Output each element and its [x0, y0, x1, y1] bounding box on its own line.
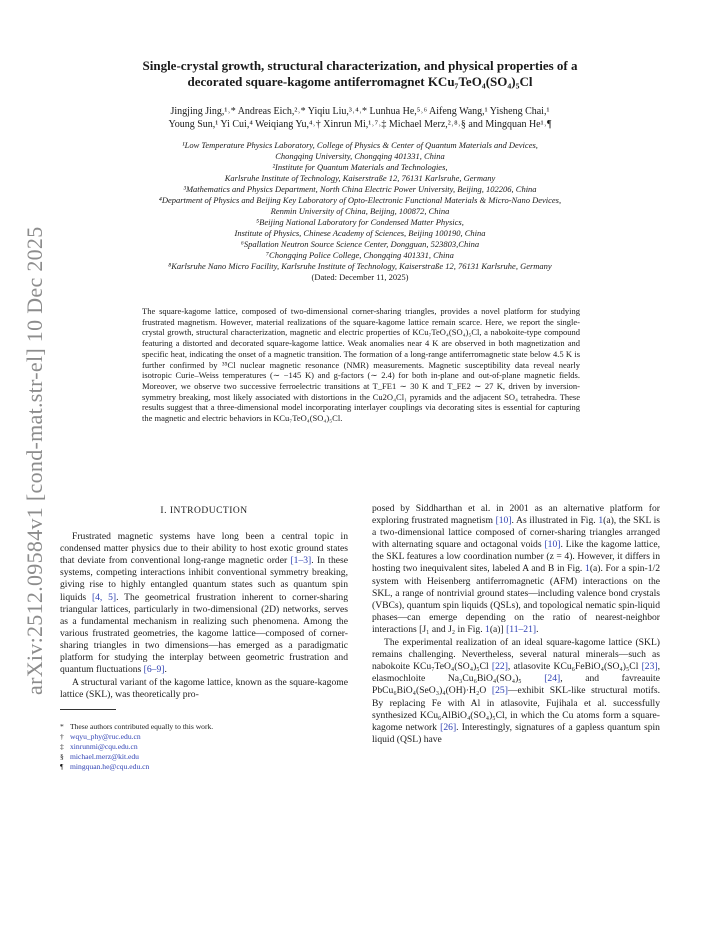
citation-link[interactable]: [23] [641, 661, 658, 673]
footnote-mark: ¶ [60, 762, 64, 772]
affiliations [60, 140, 660, 283]
figure-link[interactable]: 1 [598, 515, 604, 527]
footnotes [60, 722, 348, 772]
citation-link[interactable]: [10] [495, 515, 512, 527]
citation-link[interactable]: [22] [491, 661, 508, 673]
affiliation-line: ³Mathematics and Physics Department, North China Electric Power University, Beijing, 102206, China [183, 184, 537, 194]
abstract: The square-kagome lattice, composed of two-dimensional corner-sharing triangles, provides a novel platform for studying frustrated magnetism. However, material realizations of the square-kagome lattice remain scarce. Here, we report the single-crystal growth, structural characterization, magnetic and electric properties of KCu₇TeO₄(SO₄)₅Cl, a nabokoite-type compound featuring a distorted and decorated square-kagome lattice. Weak anomalies near 4 K are observed in both magnetization and specific heat, indicating the onset of a magnetic transition. The formation of a long-range antiferromagnetic state below 4.5 K is further confirmed by ³⁵Cl nuclear magnetic resonance (NMR) measurements. Magnetic susceptibility data reveal nearly isotropic Curie–Weiss temperatures (∼ −145 K) and g-factors (∼ 2.4) for both in-plane and out-of-plane magnetic fields. Moreover, we observe two successive ferroelectric transitions at T_FE1 ∼ 30 K and T_FE2 ∼ 27 K, driven by inversion-symmetry breaking, most likely associated with distortions in the Cu2O₄Cl₁ pyramids and the adjacent SO₄ tetrahedra. These results suggest that a three-dimensional model incorporating interlayer couplings via decorating sites is essential for capturing the magnetic and electric behaviors in KCu₇TeO₄(SO₄)₅Cl. [142, 306, 580, 424]
title-line-1: Single-crystal growth, structural characterization, and physical properties of a [142, 58, 578, 73]
figure-link[interactable]: 1 [485, 623, 490, 635]
paper-title [80, 58, 640, 90]
citation-link[interactable]: [25] [491, 685, 508, 697]
right-column [372, 503, 660, 747]
intro-paragraph-4 [372, 637, 660, 746]
citation-link[interactable]: [10] [544, 539, 561, 551]
footnote-mark: † [60, 732, 64, 742]
footnote [60, 722, 348, 732]
section-heading: I. INTRODUCTION [160, 506, 248, 516]
text-run: . As illustrated in Fig. [511, 515, 599, 527]
footnote [60, 762, 348, 772]
footnote-mark: § [60, 752, 64, 762]
citation-link[interactable]: [24] [544, 673, 561, 685]
footnote [60, 732, 348, 742]
affiliation-line: ⁵Beijing National Laboratory for Condensed Matter Physics, [256, 217, 464, 227]
text-run: (a). For a spin-1/2 system with Heisenberg antiferromagnetic (AFM) interactions on the SKL, a range of nontrivial ground states—including valence bond crystals (VBCs), quantum spin liquids (QSLs), and topological nematic spin-liquid phases—can emerge depending on the ratio of nearest-neighbor interactions [J₁ and J₂ in Fig. [372, 563, 660, 635]
authors-line-2: Young Sun,¹ Yi Cui,⁴ Weiqiang Yu,⁴˒† Xinrun Mi,¹˒⁷˒‡ Michael Merz,²˒⁸˒§ and Mingquan He¹˒¶ [168, 119, 552, 130]
author-list [80, 105, 640, 131]
email-link[interactable]: michael.merz@kit.edu [70, 752, 139, 762]
text-run: , and favreauite PbCu₆BiO₄(SeO₃)₄(OH)·H₂O [372, 673, 660, 697]
footnote-mark: ‡ [60, 742, 64, 752]
footnote-mark: * [60, 722, 64, 732]
email-link[interactable]: mingquan.he@cqu.edu.cn [70, 762, 150, 772]
text-run: . Interestingly, signatures of a gapless quantum spin liquid (QSL) have [372, 721, 660, 745]
title-line-2: decorated square-kagome antiferromagnet KCu₇TeO₄(SO₄)₅Cl [187, 74, 533, 89]
affiliation-line: Karlsruhe Institute of Technology, Kaiserstraße 12, 76131 Karlsruhe, Germany [224, 173, 496, 183]
date-line: (Dated: December 11, 2025) [311, 272, 409, 282]
footnote-text: These authors contributed equally to this work. [70, 722, 214, 732]
text-run: Frustrated magnetic systems have long been a central topic in condensed matter physics due to their ability to host exotic ground states that deviate from conventional long-range magnetic order [60, 531, 348, 567]
text-run: posed by Siddharthan et al. in 2001 as an alternative platform for exploring frustrated magnetism [372, 503, 660, 527]
footnote [60, 752, 348, 762]
affiliation-line: ²Institute for Quantum Materials and Technologies, [272, 162, 448, 172]
text-run: (a)] [489, 623, 507, 635]
text-run: —exhibit SKL-like structural motifs. By replacing Fe with Al in atlasovite, Fujihala et al. successfully synthesized KCu₆AlBiO₄(SO₄)₅Cl, in which the Cu atoms form a square-kagome network [372, 685, 660, 733]
figure-link[interactable]: 1 [585, 563, 590, 575]
intro-paragraph-1 [60, 531, 348, 676]
intro-paragraph-2: A structural variant of the kagome lattice, known as the square-kagome lattice (SKL), was theoretically pro- [60, 677, 348, 701]
text-run: . The geometrical frustration inherent to corner-sharing triangular lattices, particularly in two-dimensional (2D) networks, serves as a fundamental mechanism in realizing such phenomena. Among the various frustrated geometries, the kagome lattice—composed of corner-sharing triangles in two dimensions—has emerged as a paradigmatic platform for studying the interplay between geometric frustration and quantum fluctuations [60, 591, 349, 676]
email-link[interactable]: wqyu_phy@ruc.edu.cn [70, 732, 141, 742]
text-run: , elasmochloite Na₃Cu₆BiO₄(SO₄)₅ [372, 661, 660, 685]
email-link[interactable]: xinrunmi@cqu.edu.cn [70, 742, 138, 752]
citation-link[interactable]: [4, 5] [91, 591, 117, 603]
text-run: , atlasovite KCu₆FeBiO₄(SO₄)₅Cl [507, 661, 642, 673]
citation-link[interactable]: [11–21] [506, 623, 537, 635]
text-run: . Like the kagome lattice, the SKL features a low coordination number (z = 4). However, it differs in hosting two inequivalent sites, labeled A and B in Fig. [372, 539, 660, 575]
text-run: . [164, 664, 167, 676]
affiliation-line: Renmin University of China, Beijing, 100872, China [270, 206, 450, 216]
authors-line-1: Jingjing Jing,¹˒* Andreas Eich,²˒* Yiqiu Liu,³˒⁴˒* Lunhua He,⁵˒⁶ Aifeng Wang,¹ Yisheng Chai,¹ [170, 106, 550, 117]
text-run: . In these systems, competing interactions inhibit conventional symmetry breaking, giving rise to highly entangled quantum states such as quantum spin liquids [60, 555, 348, 603]
citation-link[interactable]: [6–9] [143, 664, 165, 676]
intro-paragraph-3 [372, 503, 660, 636]
affiliation-line: ¹Low Temperature Physics Laboratory, College of Physics & Center of Quantum Materials and Devices, [182, 140, 538, 150]
text-run: . [536, 623, 539, 635]
text-run: The experimental realization of an ideal square-kagome lattice (SKL) remains challenging. Nevertheless, several natural minerals—such as nabokoite KCu₇TeO₄(SO₄)₅Cl [372, 637, 660, 673]
text-run: (a), the SKL is a two-dimensional lattice composed of corner-sharing triangles arranged with alternating square and octagonal voids [372, 515, 660, 551]
citation-link[interactable]: [26] [440, 721, 457, 733]
affiliation-line: ⁶Spallation Neutron Source Science Center, Dongguan, 523803,China [240, 239, 480, 249]
left-column [60, 500, 348, 772]
affiliation-line: Institute of Physics, Chinese Academy of Sciences, Beijing 100190, China [234, 228, 486, 238]
footnote-divider [60, 709, 116, 710]
affiliation-line: ⁸Karlsruhe Nano Micro Facility, Karlsruhe Institute of Technology, Kaiserstraße 12, 76131 Karlsruhe, Germany [168, 261, 552, 271]
footnote [60, 742, 348, 752]
arxiv-identifier: arXiv:2512.09584v1 [cond-mat.str-el] 10 Dec 2025 [22, 226, 47, 695]
affiliation-line: ⁷Chongqing Police College, Chongqing 401331, China [266, 250, 454, 260]
affiliation-line: Chongqing University, Chongqing 401331, China [275, 151, 445, 161]
affiliation-line: ⁴Department of Physics and Beijing Key Laboratory of Opto-Electronic Functional Materials & Micro-Nano Devices, [158, 195, 562, 205]
citation-link[interactable]: [1–3] [290, 555, 312, 567]
